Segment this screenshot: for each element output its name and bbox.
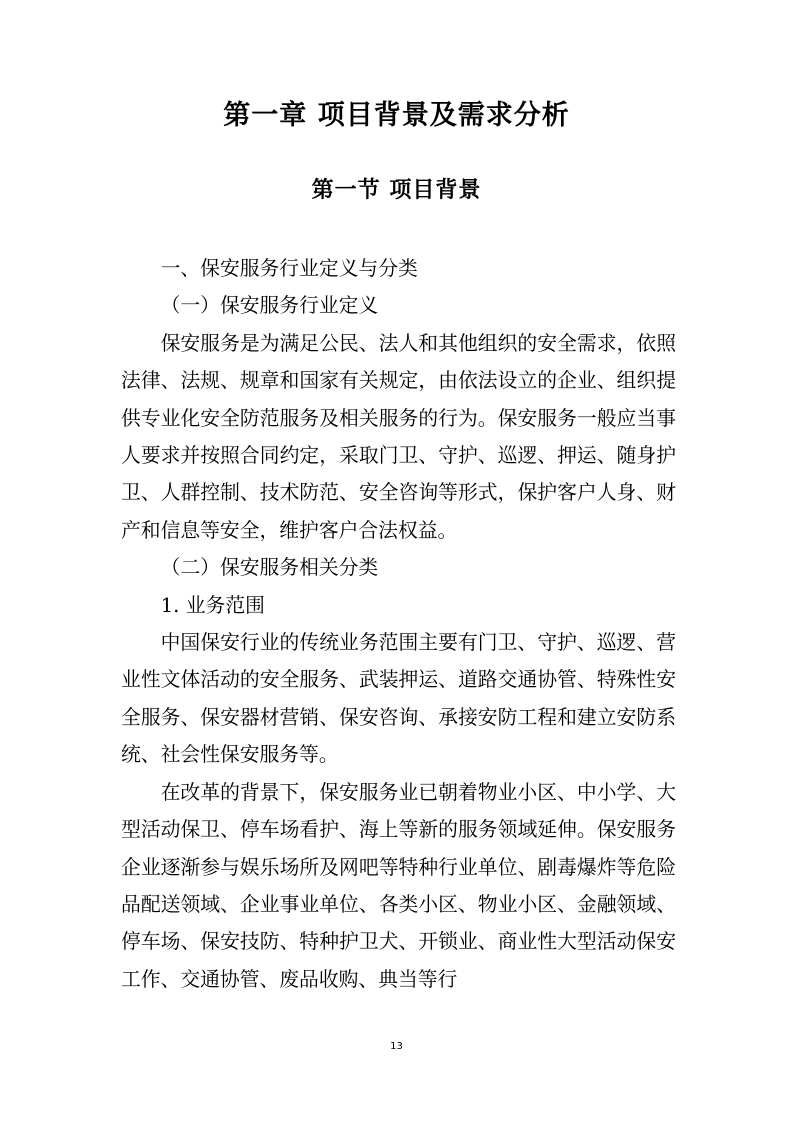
heading-level-3: 1. 业务范围 [160,593,265,617]
paragraph: 中国保安行业的传统业务范围主要有门卫、守护、巡逻、营业性文体活动的安全服务、武装押运、道路交通协管、特殊性安全服务、保安器材营销、保安咨询、承接安防工程和建立安防系统、社会性保安服务等。 [121,631,676,767]
chapter-title: 第一章 项目背景及需求分析 [223,100,570,131]
heading-level-2: （一）保安服务行业定义 [160,294,379,318]
paragraph: 在改革的背景下，保安服务业已朝着物业小区、中小学、大型活动保卫、停车场看护、海上等新的服务领域延伸。保安服务企业逐渐参与娱乐场所及网吧等特种行业单位、剧毒爆炸等危险品配送领域、企业事业单位、各类小区、物业小区、金融领域、停车场、保安技防、特种护卫犬、开锁业、商业性大型活动保安工作、交通协管、废品收购、典当等行 [121,780,676,991]
section-title: 第一节 项目背景 [311,178,482,203]
heading-level-1: 一、保安服务行业定义与分类 [160,257,418,280]
body-text [121,250,676,998]
heading-level-2: （二）保安服务相关分类 [160,556,379,580]
page-number: 13 [390,1041,403,1052]
paragraph: 保安服务是为满足公民、法人和其他组织的安全需求，依照法律、法规、规章和国家有关规定，由依法设立的企业、组织提供专业化安全防范服务及相关服务的行为。保安服务一般应当事人要求并按照合同约定，采取门卫、守护、巡逻、押运、随身护卫、人群控制、技术防范、安全咨询等形式，保护客户人身、财产和信息等安全，维护客户合法权益。 [121,331,676,542]
